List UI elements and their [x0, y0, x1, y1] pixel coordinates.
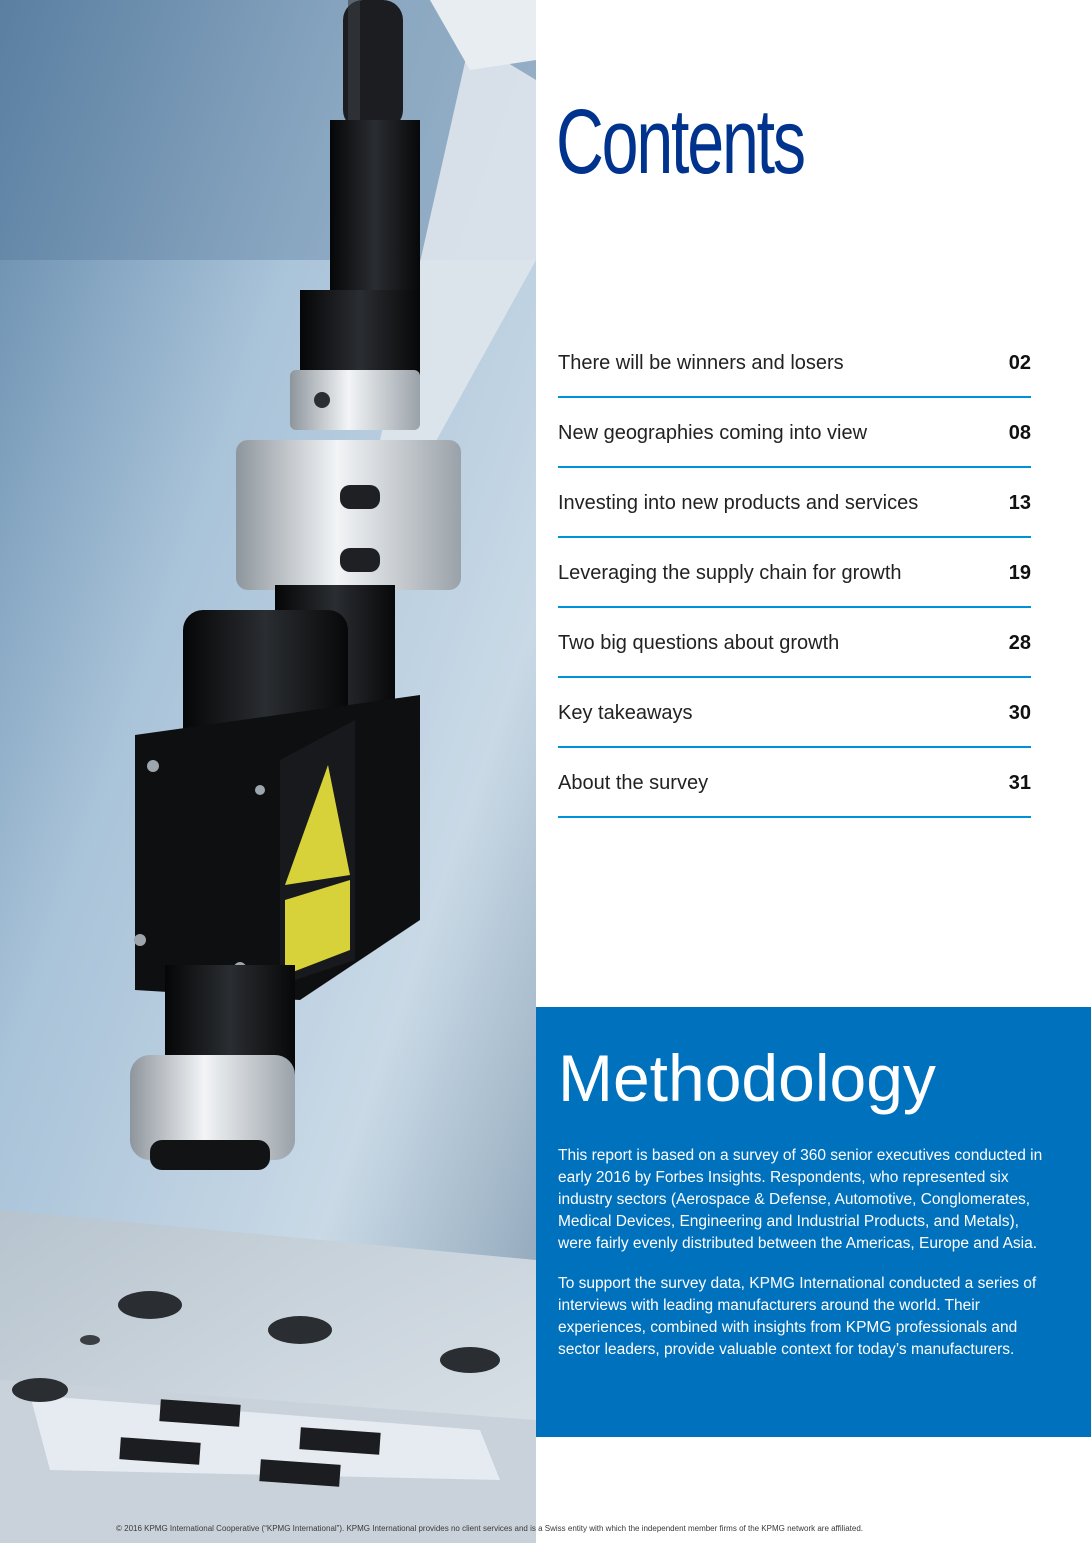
hero-photo: [0, 0, 536, 1543]
methodology-panel: [536, 1007, 1091, 1437]
toc-item-label: About the survey: [558, 771, 709, 794]
toc-item-page: 08: [1008, 421, 1031, 444]
toc-item-label: Key takeaways: [558, 701, 693, 724]
toc-item-page: 13: [1008, 491, 1031, 514]
toc-item[interactable]: [558, 330, 1031, 398]
toc-item[interactable]: [558, 400, 1031, 468]
toc-item[interactable]: [558, 680, 1031, 748]
toc-item[interactable]: [558, 540, 1031, 608]
toc-item[interactable]: [558, 610, 1031, 678]
toc-item-label: New geographies coming into view: [558, 421, 868, 444]
toc-item-page: 30: [1008, 701, 1031, 724]
toc-item-label: Two big questions about growth: [558, 631, 840, 654]
table-of-contents: [558, 330, 1031, 820]
methodology-paragraph: This report is based on a survey of 360 senior executives conducted in early 2016 by Forbes Insights. Respondents, who represented six industry sectors (Aerospace & Defense, Automotive, Conglomerates, Medical Devices, Engineering and Industrial Products, and Metals), were fairly evenly distributed between the Americas, Europe and Asia.: [558, 1147, 1043, 1252]
toc-item-label: Investing into new products and services: [558, 491, 919, 514]
toc-item-page: 19: [1008, 561, 1031, 584]
copyright-footer: © 2016 KPMG International Cooperative (“KPMG International”). KPMG International provides no client services and is a Swiss entity with which the independent member firms of the KPMG network are affiliated.: [116, 1524, 863, 1533]
contents-title: Contents: [556, 91, 804, 193]
methodology-body: [558, 1145, 1048, 1379]
toc-item-page: 31: [1008, 771, 1031, 794]
toc-item[interactable]: [558, 750, 1031, 818]
toc-item-page: 28: [1008, 631, 1031, 654]
toc-item-label: Leveraging the supply chain for growth: [558, 561, 902, 584]
toc-item[interactable]: [558, 470, 1031, 538]
methodology-title: Methodology: [558, 1041, 936, 1115]
toc-item-label: There will be winners and losers: [558, 351, 844, 374]
toc-item-page: 02: [1008, 351, 1031, 374]
methodology-paragraph: To support the survey data, KPMG International conducted a series of interviews with leading manufacturers around the world. Their experiences, combined with insights from KPMG professionals and sector leaders, provide valuable context for today’s manufacturers.: [558, 1275, 1037, 1358]
